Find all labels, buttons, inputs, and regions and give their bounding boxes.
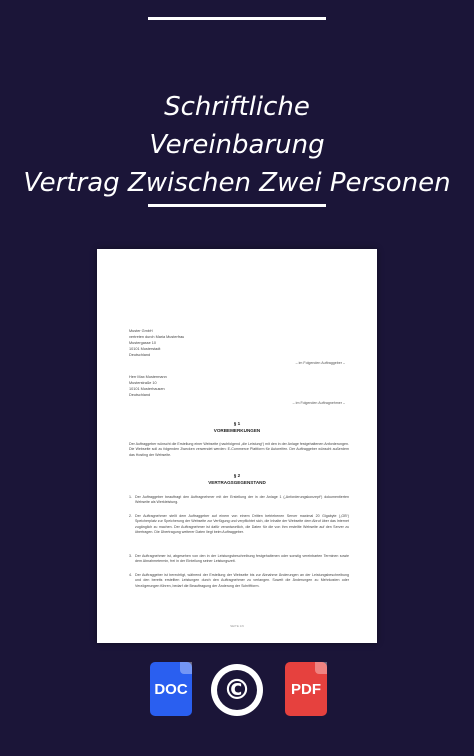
party1-line: vertreten durch Maria Musterfrau xyxy=(129,335,185,339)
doc-file-icon[interactable] xyxy=(150,662,192,716)
section1-title: VORBEMERKUNGEN xyxy=(213,428,261,433)
party2-line: Musterstraße 10 xyxy=(129,381,157,385)
top-divider xyxy=(148,17,326,20)
list-item: Der Auftragnehmer stellt dem Auftraggeber auf einem von einem Dritten betriebenen Server maximal 20 Gigabyte („GB“) Speicherplatz zur Speicherung der Webseite zur Verfügung und verpflichtet sich, die Inhalte der Webseite dem Abruf über das Internet zugänglich zu machen. Der Auftragnehmer ist dafür verantwortlich, die Daten für die von ihm erstellte Webseite auf den Server zu übertragen. Die Übertragung weiterer Daten liegt beim Auftraggeber. xyxy=(135,514,349,535)
section2-title: VERTRAGSGEGENSTAND xyxy=(208,480,266,485)
section1-text: Der Auftraggeber wünscht die Erstellung einer Webseite (nachfolgend „die Leistung“) mit den in der Anlage festgehaltenen Anforderungen. Die Webseite soll zu folgenden Zwecken verwendet werden: E-Commerce Plattform für Autoreifen. Der Auftraggeber wünscht außerdem das Hosting der Webseite. xyxy=(129,442,349,457)
list-number: 1. xyxy=(129,495,132,499)
party2-line: Herr Max Mustermann xyxy=(129,375,167,379)
pdf-label: PDF xyxy=(291,681,321,698)
list-number: 4. xyxy=(129,573,132,577)
list-item: Der Auftraggeber ist berechtigt, während der Erstellung der Webseite bis zur Abnahme Änderungen an der Leistungsbeschreibung und den bereits erstellten Leistungen durch den Auftragnehmer zu verlangen. Soweit die Änderungen zu Mehrkosten oder Verzögerungen führen, bedarf die Beauftragung der Änderung der Schriftform. xyxy=(135,573,349,588)
party2-line: Deutschland xyxy=(129,393,151,397)
section1-number: § 1 xyxy=(233,421,241,426)
doc-label: DOC xyxy=(154,681,188,698)
party2-role: – im Folgenden Auftragnehmer – xyxy=(292,401,345,405)
copyright-symbol: © xyxy=(223,673,251,706)
list-number: 3. xyxy=(129,554,132,558)
pdf-file-icon[interactable] xyxy=(285,662,327,716)
party1-line: Mustergasse 10 xyxy=(129,341,157,345)
page-title xyxy=(0,88,474,202)
party1-line: Muster GmbH xyxy=(129,329,153,333)
copyright-icon xyxy=(211,664,263,716)
list-number: 2. xyxy=(129,514,132,518)
doc-fold-corner xyxy=(180,662,192,674)
page-footer: SEITE 1/9 xyxy=(230,624,244,628)
party2-line: 10101 Musterhausen xyxy=(129,387,165,391)
pdf-fold-corner xyxy=(315,662,327,674)
list-item: Der Auftragnehmer ist, abgesehen von den in der Leistungsbeschreibung festgehaltenen oder sonstig vereinbarten Terminen sowie dem Abnahmetermin, frei in der Einteilung seiner Leistungszeit. xyxy=(135,554,349,564)
copyright-ring xyxy=(217,670,257,710)
party1-role: – im Folgenden Auftraggeber – xyxy=(295,361,345,365)
title-line-2: Vereinbarung xyxy=(149,130,325,160)
party1-line: 10101 Musterstadt xyxy=(129,347,161,351)
bottom-divider xyxy=(148,204,326,207)
title-line-1: Schriftliche xyxy=(164,92,310,122)
list-item: Der Auftraggeber beauftragt den Auftragnehmer mit der Erstellung der in der Anlage 1 („Anforderungskonzept“) dokumentierten Webseite als Werkleistung. xyxy=(135,495,349,505)
section2-number: § 2 xyxy=(233,473,241,478)
title-line-3: Vertrag Zwischen Zwei Personen xyxy=(23,168,451,198)
party1-line: Deutschland xyxy=(129,353,151,357)
document-preview xyxy=(97,249,377,643)
